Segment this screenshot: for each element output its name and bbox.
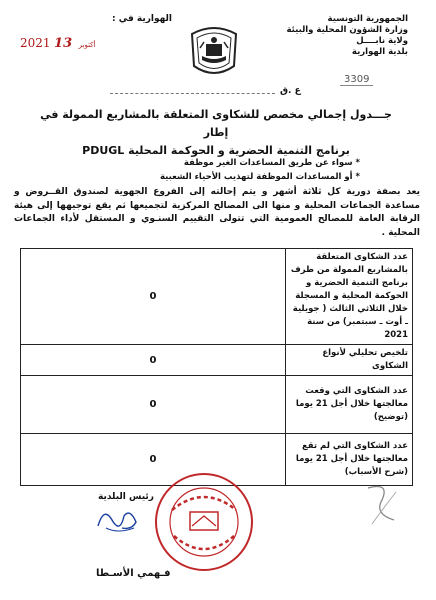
intro-paragraph: يعد بصفة دورية كل ثلاثة أشهر و يتم إحالته إلى الفروع الجهوية لصندوق القــروض و مساعدة الجماعات المحلية و منها الى المصالح المركزية لتجميعها ثم يقع توجيهها إلى هيئة الرقابة العامة للمصالح العمومية التي تتولى التقييم السنـوي و المستقل لأداء الجماعات المحلية . xyxy=(14,187,420,238)
date-year: 2021 xyxy=(20,36,51,50)
row-label: تلخيص تحليلي لأنواع الشكاوى xyxy=(286,345,413,376)
municipality-logo-icon xyxy=(184,20,244,80)
row-label: عدد الشكاوى التي لم تقع معالجتها خلال أجل 21 يوما (شرح الأسباب) xyxy=(286,434,413,486)
bullet-item: * سواء عن طريق المساعدات الغير موظفة xyxy=(183,158,360,168)
date-month: أكتوبر xyxy=(78,41,96,49)
title-line-2: برنامج التنمية الحضرية و الحوكمة المحلية PDUGL xyxy=(82,144,350,157)
row-value: 0 xyxy=(21,249,286,345)
bullet-item: * أو المساعدات الموظفة لتهذيب الأحياء الشعبية xyxy=(159,172,360,182)
municipality-line: بلدية الهوارية xyxy=(351,47,408,57)
row-value: 0 xyxy=(21,434,286,486)
row-value: 0 xyxy=(21,345,286,376)
reference-dotted-line xyxy=(110,93,275,94)
letterhead xyxy=(288,14,408,58)
funding-bullets xyxy=(100,156,360,184)
registry-number: 3309 xyxy=(340,74,373,86)
document-title xyxy=(36,106,396,160)
row-value: 0 xyxy=(21,376,286,434)
ministry-line: وزارة الشؤون المحلية والبيئة xyxy=(286,25,408,35)
official-seal-icon xyxy=(152,470,256,574)
date-stamp xyxy=(20,36,98,51)
signature-mark-icon xyxy=(362,480,402,530)
date-day: 13 xyxy=(54,36,73,51)
table-row xyxy=(21,376,413,434)
governorate-line: ولاية نابــــل xyxy=(356,36,408,46)
handwritten-signature-icon xyxy=(92,498,144,538)
place-date-label: الهوارية في : xyxy=(112,14,173,24)
complaints-table xyxy=(20,248,413,486)
table-row xyxy=(21,345,413,376)
reference-label: ع .ق xyxy=(280,86,301,96)
republic-line: الجمهورية التونسية xyxy=(327,14,408,24)
table-row xyxy=(21,249,413,345)
signatory-name: فـهمي الأسـطا xyxy=(96,568,171,579)
row-label: عدد الشكاوى المتعلقة بالمشاريع الممولة من طرف برنامج التنمية الحضرية و الحوكمة المحلية و المسجلة خلال الثلاثي الثالث ( جويلية ـ أوت ـ سبتمبر) من سنة 2021 xyxy=(286,249,413,345)
signatory-title: رئيس البلدية xyxy=(98,492,154,502)
row-label: عدد الشكاوى التي وقعت معالجتها خلال أجل 21 يوما (توضيح) xyxy=(286,376,413,434)
title-line-1: جـــدول إجمالي مخصص للشكاوى المتعلقة بالمشاريع الممولة في إطار xyxy=(40,108,392,139)
